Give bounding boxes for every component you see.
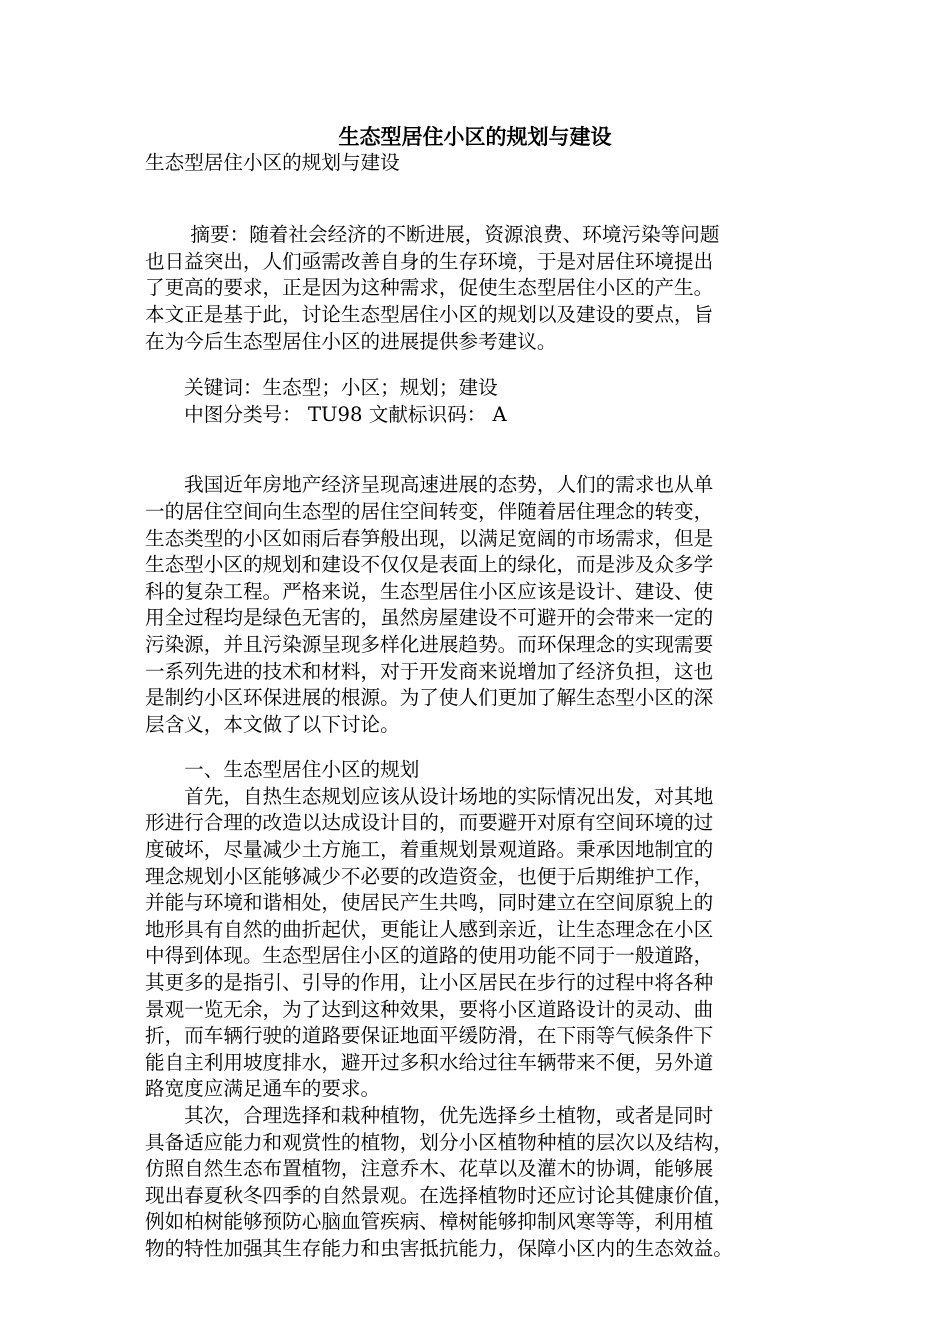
document-title: 生态型居住小区的规划与建设 [338,125,612,149]
paragraph-line: 景观一览无余，为了达到这种效果，要将小区道路设计的灵动、曲 [145,997,714,1021]
document-body [145,150,805,1263]
paragraph-line: 折，而车辆行驶的道路要保证地面平缓防滑，在下雨等气候条件下 [145,1024,714,1048]
intro-paragraph [145,472,805,738]
abstract-line: 摘要：随着社会经济的不断进展，资源浪费、环境污染等问题 [145,223,720,247]
intro-line: 科的复杂工程。严格来说，生态型居住小区应该是设计、建设、使 [145,579,714,603]
paragraph-line: 首先，自热生态规划应该从设计场地的实际情况出发，对其地 [145,784,714,808]
intro-line: 是制约小区环保进展的根源。为了使人们更加了解生态型小区的深 [145,686,714,710]
section1-paragraph-2 [145,1103,805,1263]
abstract-line: 本文正是基于此，讨论生态型居住小区的规划以及建设的要点，旨 [145,302,714,326]
paragraph-line: 物的特性加强其生存能力和虫害抵抗能力，保障小区内的生态效益。 [145,1236,733,1260]
paragraph-line: 路宽度应满足通车的要求。 [145,1077,381,1101]
document-subtitle: 生态型居住小区的规划与建设 [145,151,400,174]
paragraph-line: 其更多的是指引、引导的作用，让小区居民在步行的过程中将各种 [145,971,714,995]
paragraph-line: 能自主利用坡度排水，避开过多积水给过往车辆带来不便，另外道 [145,1050,714,1074]
intro-line: 污染源，并且污染源呈现多样化进展趋势。而环保理念的实现需要 [145,632,714,656]
paragraph-line: 具备适应能力和观赏性的植物，划分小区植物种植的层次以及结构， [145,1130,733,1154]
intro-line: 生态型小区的规划和建设不仅仅是表面上的绿化，而是涉及众多学 [145,553,714,577]
paragraph-line: 例如柏树能够预防心脑血管疾病、樟树能够抑制风寒等等，利用植 [145,1210,714,1234]
paragraph-line: 中得到体现。生态型居住小区的道路的使用功能不同于一般道路， [145,944,714,968]
paragraph-line: 地形具有自然的曲折起伏，更能让人感到亲近，让生态理念在小区 [145,917,714,941]
intro-line: 层含义，本文做了以下讨论。 [145,712,400,736]
paragraph-line: 现出春夏秋冬四季的自然景观。在选择植物时还应讨论其健康价值， [145,1183,733,1207]
paragraph-line: 形进行合理的改造以达成设计目的，而要避开对原有空间环境的过 [145,811,714,835]
paragraph-line: 度破坏，尽量减少土方施工，着重规划景观道路。秉承因地制宜的 [145,838,714,862]
intro-line: 生态类型的小区如雨后春笋般出现，以满足宽阔的市场需求，但是 [145,526,714,550]
paragraph-line: 理念规划小区能够减少不必要的改造资金，也便于后期维护工作， [145,864,714,888]
paragraph-line: 仿照自然生态布置植物，注意乔木、花草以及灌木的协调，能够展 [145,1157,714,1181]
intro-line: 我国近年房地产经济呈现高速进展的态势，人们的需求也从单 [145,473,714,497]
abstract-line: 在为今后生态型居住小区的进展提供参考建议。 [145,329,557,353]
keywords-line: 关键词：生态型；小区；规划；建设 [145,376,498,400]
section-heading: 一、生态型居住小区的规划 [145,758,420,782]
section1-paragraph-1 [145,784,805,1103]
intro-line: 用全过程均是绿色无害的，虽然房屋建设不可避开的会带来一定的 [145,606,714,630]
abstract-line: 也日益突出，人们亟需改善自身的生存环境，于是对居住环境提出 [145,249,714,273]
abstract-paragraph [145,222,805,355]
intro-line: 一的居住空间向生态型的居住空间转变，伴随着居住理念的转变， [145,499,714,523]
classification-line: 中图分类号： TU98 文献标识码： A [145,402,507,426]
paragraph-line: 其次，合理选择和栽种植物，优先选择乡土植物，或者是同时 [145,1104,714,1127]
abstract-line: 了更高的要求，正是因为这种需求，促使生态型居住小区的产生。 [145,276,714,300]
paragraph-line: 并能与环境和谐相处，使居民产生共鸣，同时建立在空间原貌上的 [145,891,714,915]
intro-line: 一系列先进的技术和材料，对于开发商来说增加了经济负担，这也 [145,659,714,683]
